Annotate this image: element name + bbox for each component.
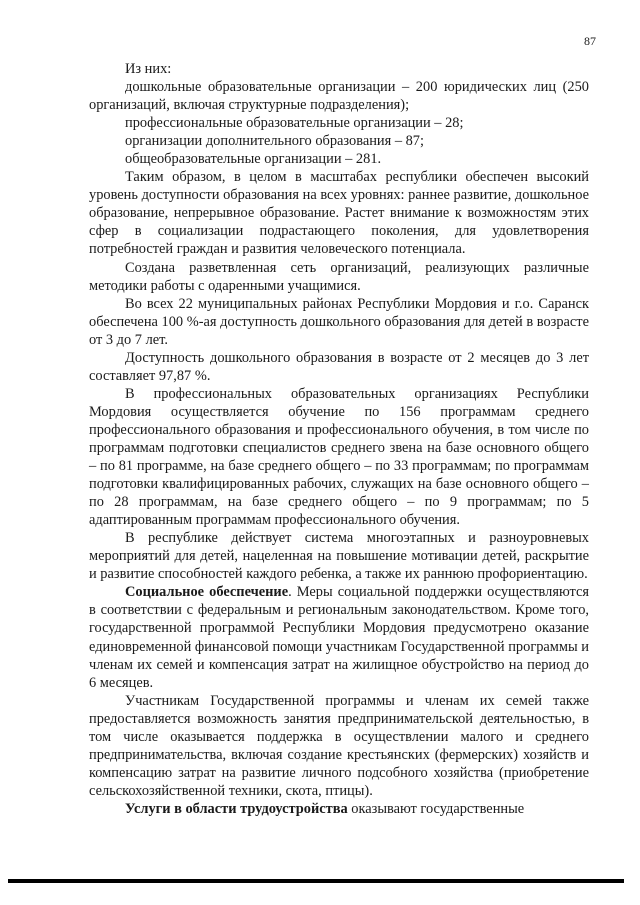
heading-employment: Услуги в области трудоустройства [125,800,348,817]
paragraph-accessibility: Таким образом, в целом в масштабах республики обеспечен высокий уровень доступности образования на всех уровнях: раннее развитие, дошкольное образование, непрерывное образование. Растет внимание к возможностям этих сфер в социализации подрастающего поколения, для удовлетворения потребностей граждан и развития человеческого потенциала. [89,169,589,258]
paragraph-preschool-coverage: Во всех 22 муниципальных районах Республики Мордовия и г.о. Саранск обеспечена 100 %-ая доступность дошкольного образования для детей в возрасте от 3 до 7 лет. [89,295,589,348]
list-item-additional: организации дополнительного образования – 87; [125,133,425,150]
paragraph-vocational-programs: В профессиональных образовательных организациях Республики Мордовия осуществляется обучение по 156 программам среднего профессионального образования и профессионального обучения, в том числе по программам подготовки специалистов среднего звена на базе основного общего – по 81 программе, на базе среднего общего – по 33 программам; по программам подготовки квалифицированных рабочих, служащих на базе основного общего – по 28 программам, на базе среднего общего – по 9 программам; по 5 адаптированным программам профессионального обучения. [89,385,589,529]
paragraph-preschool-infants: Доступность дошкольного образования в возрасте от 2 месяцев до 3 лет составляет 97,87 %. [89,349,589,384]
paragraph-employment-text: оказывают государственные [347,800,525,817]
list-intro: Из них: [125,61,172,77]
paragraph-entrepreneurship: Участникам Государственной программы и членам их семей также предоставляется возможность занятия предпринимательской деятельностью, в том числе оказывается поддержка в осуществлении малого и среднего предпринимательства, включая создание крестьянских (фермерских) хозяйств и компенсацию затрат на развитие личного подсобного хозяйства (приобретение сельскохозяйственной техники, скота, птицы). [89,692,589,799]
paragraph-social-security-text: . Меры социальной поддержки осуществляются в соответствии с федеральным и региональным законодательством. Кроме того, государственной программой Республики Мордовия предусмотрено оказание единовременной финансовой помощи участникам Государственной программы и членам их семей и компенсация затрат на жилищное обустройство на период до 6 месяцев. [89,584,589,691]
heading-social-security: Социальное обеспечение [125,584,289,601]
paragraph-child-events: В республике действует система многоэтапных и разноуровневых мероприятий для детей, нацеленная на повышение мотивации детей, раскрытие и развитие способностей каждого ребенка, а также их раннюю профориентацию. [89,530,589,583]
bottom-rule [8,879,624,883]
paragraph-social-security [89,583,589,691]
list-item-general: общеобразовательные организации – 281. [125,151,382,168]
page-number: 87 [584,34,596,48]
paragraph-gifted-network: Создана разветвленная сеть организаций, реализующих различные методики работы с одаренными учащимися. [89,259,589,294]
document-body [89,60,589,818]
list-item-professional: профессиональные образовательные организации – 28; [125,115,464,132]
list-item-preschool: дошкольные образовательные организации – 200 юридических лиц (250 организаций, включая структурные подразделения); [89,79,589,114]
paragraph-employment [89,800,589,818]
